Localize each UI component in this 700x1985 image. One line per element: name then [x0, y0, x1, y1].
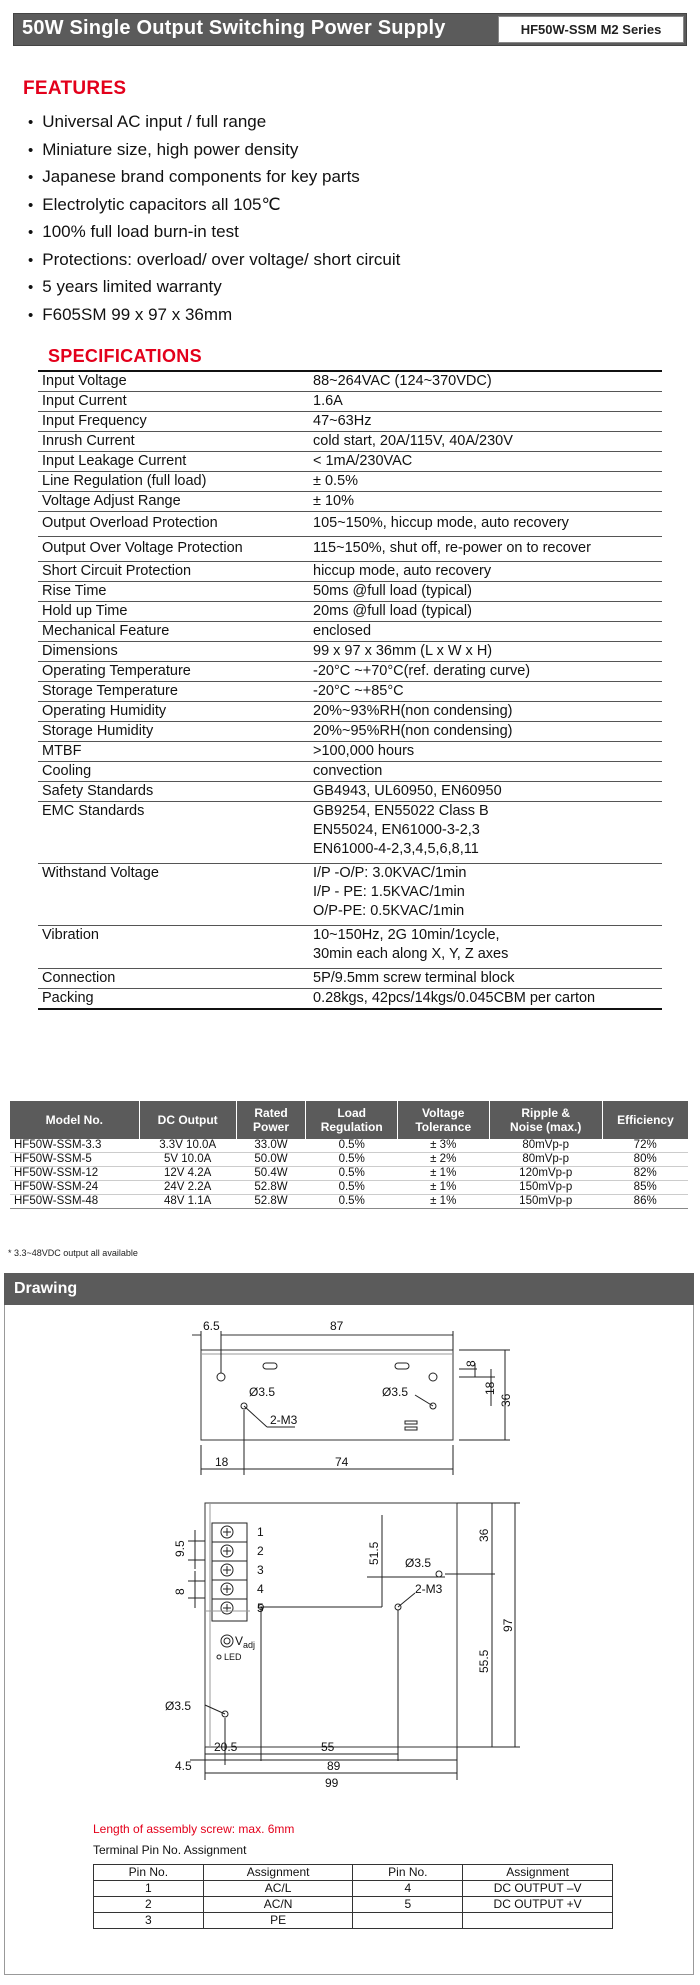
model-row	[10, 1167, 688, 1181]
spec-value: 20%~93%RH(non condensing)	[307, 702, 662, 722]
spec-value: GB4943, UL60950, EN60950	[307, 782, 662, 802]
spec-row	[38, 472, 662, 492]
feature-item: • Universal AC input / full range	[28, 108, 400, 136]
model-cell: 80mVp-p	[489, 1139, 602, 1153]
spec-label: Storage Temperature	[38, 682, 307, 702]
model-cell: 0.5%	[306, 1139, 398, 1153]
spec-value: < 1mA/230VAC	[307, 452, 662, 472]
model-cell: 12V 4.2A	[139, 1167, 236, 1181]
spec-row	[38, 412, 662, 432]
feature-item: • F605SM 99 x 97 x 36mm	[28, 301, 400, 329]
dim-51-5: 51.5	[367, 1541, 381, 1565]
pin-label-2: 2	[257, 1544, 264, 1558]
model-cell: 24V 2.2A	[139, 1181, 236, 1195]
spec-label: Input Frequency	[38, 412, 307, 432]
spec-value: 88~264VAC (124~370VDC)	[307, 371, 662, 392]
model-header-cell: Rated Power	[236, 1101, 306, 1139]
spec-row	[38, 662, 662, 682]
dim-18-bottom: 18	[215, 1455, 229, 1469]
feature-item: • Miniature size, high power density	[28, 136, 400, 164]
top-view	[192, 1331, 510, 1475]
model-row	[10, 1195, 688, 1209]
spec-label: Withstand Voltage	[38, 864, 307, 926]
spec-row	[38, 642, 662, 662]
pin-cell: 2	[94, 1897, 204, 1913]
spec-row	[38, 989, 662, 1010]
model-cell: ± 1%	[397, 1181, 489, 1195]
pin-header-cell: Pin No.	[94, 1865, 204, 1881]
screw-length-note: Length of assembly screw: max. 6mm	[93, 1822, 295, 1836]
pin-cell	[463, 1913, 613, 1929]
model-header-cell: DC Output	[139, 1101, 236, 1139]
pin-label-3: 3	[257, 1563, 264, 1577]
model-cell: HF50W-SSM-24	[10, 1181, 139, 1195]
hole-label-2: Ø3.5	[382, 1385, 409, 1399]
model-cell: 52.8W	[236, 1181, 306, 1195]
spec-value: cold start, 20A/115V, 40A/230V	[307, 432, 662, 452]
hole-label-1: Ø3.5	[249, 1385, 276, 1399]
spec-value: 99 x 97 x 36mm (L x W x H)	[307, 642, 662, 662]
model-cell: 3.3V 10.0A	[139, 1139, 236, 1153]
model-cell: 33.0W	[236, 1139, 306, 1153]
spec-row	[38, 371, 662, 392]
pin-cell: PE	[203, 1913, 353, 1929]
spec-row	[38, 392, 662, 412]
pin-cell: 1	[94, 1881, 204, 1897]
specifications-table	[38, 370, 662, 1010]
dim-55-5: 55.5	[477, 1649, 491, 1673]
spec-value: 47~63Hz	[307, 412, 662, 432]
spec-value: hiccup mode, auto recovery	[307, 562, 662, 582]
pin-cell: AC/L	[203, 1881, 353, 1897]
pin-assignment-table	[93, 1864, 613, 1929]
spec-value: 0.28kgs, 42pcs/14kgs/0.045CBM per carton	[307, 989, 662, 1010]
model-row	[10, 1153, 688, 1167]
spec-label: Mechanical Feature	[38, 622, 307, 642]
model-cell: 5V 10.0A	[139, 1153, 236, 1167]
spec-value: 1.6A	[307, 392, 662, 412]
model-cell: ± 2%	[397, 1153, 489, 1167]
pin-cell: DC OUTPUT +V	[463, 1897, 613, 1913]
model-cell: 50.4W	[236, 1167, 306, 1181]
model-cell: 72%	[602, 1139, 688, 1153]
spec-label: Input Voltage	[38, 371, 307, 392]
spec-row	[38, 802, 662, 864]
model-header-cell: Ripple & Noise (max.)	[489, 1101, 602, 1139]
spec-row	[38, 782, 662, 802]
dim-55: 55	[321, 1740, 335, 1754]
spec-value: 20ms @full load (typical)	[307, 602, 662, 622]
spec-label: Output Over Voltage Protection	[38, 537, 307, 562]
drawing-header	[4, 1273, 694, 1305]
spec-label: Safety Standards	[38, 782, 307, 802]
spec-row	[38, 864, 662, 926]
page-header	[13, 13, 687, 46]
spec-label: Storage Humidity	[38, 722, 307, 742]
spec-row	[38, 582, 662, 602]
spec-value: convection	[307, 762, 662, 782]
model-cell: HF50W-SSM-5	[10, 1153, 139, 1167]
pin-cell: DC OUTPUT –V	[463, 1881, 613, 1897]
drawing-title: Drawing	[14, 1280, 78, 1297]
spec-value: GB9254, EN55022 Class B EN55024, EN61000-3-2,3 EN61000-4-2,3,4,5,6,8,11	[307, 802, 662, 864]
model-note: * 3.3~48VDC output all available	[8, 1248, 138, 1258]
model-cell: HF50W-SSM-48	[10, 1195, 139, 1209]
spec-value: >100,000 hours	[307, 742, 662, 762]
spec-value: ± 10%	[307, 492, 662, 512]
pin-label-4: 4	[257, 1582, 264, 1596]
model-cell: 0.5%	[306, 1167, 398, 1181]
spec-value: ± 0.5%	[307, 472, 662, 492]
pin-header-cell: Assignment	[203, 1865, 353, 1881]
top-view-labels	[203, 1319, 513, 1469]
spec-value: 20%~95%RH(non condensing)	[307, 722, 662, 742]
dim-4-5: 4.5	[175, 1759, 192, 1773]
spec-label: Operating Temperature	[38, 662, 307, 682]
spec-label: Cooling	[38, 762, 307, 782]
model-cell: 48V 1.1A	[139, 1195, 236, 1209]
page-title: 50W Single Output Switching Power Supply	[22, 17, 446, 39]
dim-97: 97	[501, 1618, 515, 1632]
model-header-cell: Model No.	[10, 1101, 139, 1139]
spec-row	[38, 537, 662, 562]
series-badge: HF50W-SSM M2 Series	[498, 16, 684, 43]
feature-item: • 5 years limited warranty	[28, 273, 400, 301]
model-cell: 150mVp-p	[489, 1181, 602, 1195]
dim-18-right: 18	[483, 1381, 497, 1395]
spec-row	[38, 562, 662, 582]
dim-89: 89	[327, 1759, 341, 1773]
spec-row	[38, 742, 662, 762]
model-cell: ± 1%	[397, 1167, 489, 1181]
dim-6-5: 6.5	[203, 1319, 220, 1333]
terminal-assignment-title: Terminal Pin No. Assignment	[93, 1843, 247, 1857]
pin-row	[94, 1913, 613, 1929]
spec-label: Line Regulation (full load)	[38, 472, 307, 492]
led-label: LED	[224, 1652, 242, 1662]
spec-row	[38, 702, 662, 722]
model-row	[10, 1139, 688, 1153]
hole-label-front-2: Ø3.5	[165, 1699, 192, 1713]
spec-label: Inrush Current	[38, 432, 307, 452]
dim-8: 8	[464, 1360, 478, 1367]
spec-label: MTBF	[38, 742, 307, 762]
spec-row	[38, 512, 662, 537]
spec-row	[38, 622, 662, 642]
spec-value: I/P -O/P: 3.0KVAC/1min I/P - PE: 1.5KVAC/1min O/P-PE: 0.5KVAC/1min	[307, 864, 662, 926]
spec-row	[38, 492, 662, 512]
spec-row	[38, 452, 662, 472]
model-cell: ± 3%	[397, 1139, 489, 1153]
pin-cell: AC/N	[203, 1897, 353, 1913]
spec-label: Input Leakage Current	[38, 452, 307, 472]
model-cell: 80mVp-p	[489, 1153, 602, 1167]
spec-row	[38, 762, 662, 782]
dim-8-front: 8	[173, 1588, 187, 1595]
model-cell: 150mVp-p	[489, 1195, 602, 1209]
model-header-cell: Efficiency	[602, 1101, 688, 1139]
spec-label: Operating Humidity	[38, 702, 307, 722]
pin-row	[94, 1881, 613, 1897]
dim-36: 36	[499, 1393, 513, 1407]
spec-label: Hold up Time	[38, 602, 307, 622]
m3-label-front: 2-M3	[415, 1582, 443, 1596]
model-cell: 50.0W	[236, 1153, 306, 1167]
model-cell: 0.5%	[306, 1153, 398, 1167]
dim-74: 74	[335, 1455, 349, 1469]
spec-row	[38, 926, 662, 969]
model-cell: ± 1%	[397, 1195, 489, 1209]
model-cell: HF50W-SSM-12	[10, 1167, 139, 1181]
spec-value: 105~150%, hiccup mode, auto recovery	[307, 512, 662, 537]
spec-label: Packing	[38, 989, 307, 1010]
spec-row	[38, 432, 662, 452]
model-cell: 80%	[602, 1153, 688, 1167]
model-header-cell: Voltage Tolerance	[397, 1101, 489, 1139]
pin-header-cell: Assignment	[463, 1865, 613, 1881]
pin-cell: 5	[353, 1897, 463, 1913]
feature-item: • Electrolytic capacitors all 105℃	[28, 191, 400, 219]
model-cell: HF50W-SSM-3.3	[10, 1139, 139, 1153]
feature-item: • Japanese brand components for key parts	[28, 163, 400, 191]
pin-label-1: 1	[257, 1525, 264, 1539]
spec-label: Voltage Adjust Range	[38, 492, 307, 512]
model-cell: 0.5%	[306, 1195, 398, 1209]
spec-value: 50ms @full load (typical)	[307, 582, 662, 602]
dim-36-front: 36	[477, 1528, 491, 1542]
spec-label: Rise Time	[38, 582, 307, 602]
spec-label: Connection	[38, 969, 307, 989]
specifications-title: SPECIFICATIONS	[48, 346, 202, 366]
spec-value: 115~150%, shut off, re-power on to recover	[307, 537, 662, 562]
model-header-cell: Load Regulation	[306, 1101, 398, 1139]
pin-cell	[353, 1913, 463, 1929]
feature-item: • Protections: overload/ over voltage/ short circuit	[28, 246, 400, 274]
spec-label: Dimensions	[38, 642, 307, 662]
model-row	[10, 1181, 688, 1195]
spec-row	[38, 969, 662, 989]
pin-cell: 3	[94, 1913, 204, 1929]
model-cell: 52.8W	[236, 1195, 306, 1209]
pin-label-5: 5	[257, 1601, 264, 1615]
spec-label: Output Overload Protection	[38, 512, 307, 537]
model-table	[10, 1101, 688, 1209]
spec-label: Short Circuit Protection	[38, 562, 307, 582]
features-title: FEATURES	[23, 78, 127, 99]
spec-row	[38, 682, 662, 702]
spec-value: -20°C ~+70°C(ref. derating curve)	[307, 662, 662, 682]
features-list	[28, 108, 400, 328]
feature-item: • 100% full load burn-in test	[28, 218, 400, 246]
pin-cell: 4	[353, 1881, 463, 1897]
spec-value: 5P/9.5mm screw terminal block	[307, 969, 662, 989]
dim-87: 87	[330, 1319, 344, 1333]
spec-value: enclosed	[307, 622, 662, 642]
pin-row	[94, 1897, 613, 1913]
spec-value: 10~150Hz, 2G 10min/1cycle, 30min each along X, Y, Z axes	[307, 926, 662, 969]
dim-99: 99	[325, 1776, 339, 1790]
spec-value: -20°C ~+85°C	[307, 682, 662, 702]
spec-row	[38, 722, 662, 742]
spec-label: Vibration	[38, 926, 307, 969]
pin-header-cell: Pin No.	[353, 1865, 463, 1881]
m3-label-top: 2-M3	[270, 1413, 298, 1427]
vadj-label: $V_{adj}$	[235, 1634, 256, 1650]
spec-label: EMC Standards	[38, 802, 307, 864]
dim-9-5: 9.5	[173, 1540, 187, 1557]
model-cell: 0.5%	[306, 1181, 398, 1195]
model-cell: 120mVp-p	[489, 1167, 602, 1181]
hole-label-front-1: Ø3.5	[405, 1556, 432, 1570]
model-cell: 85%	[602, 1181, 688, 1195]
dim-20-5: 20.5	[214, 1740, 238, 1754]
model-cell: 86%	[602, 1195, 688, 1209]
model-cell: 82%	[602, 1167, 688, 1181]
spec-row	[38, 602, 662, 622]
spec-label: Input Current	[38, 392, 307, 412]
